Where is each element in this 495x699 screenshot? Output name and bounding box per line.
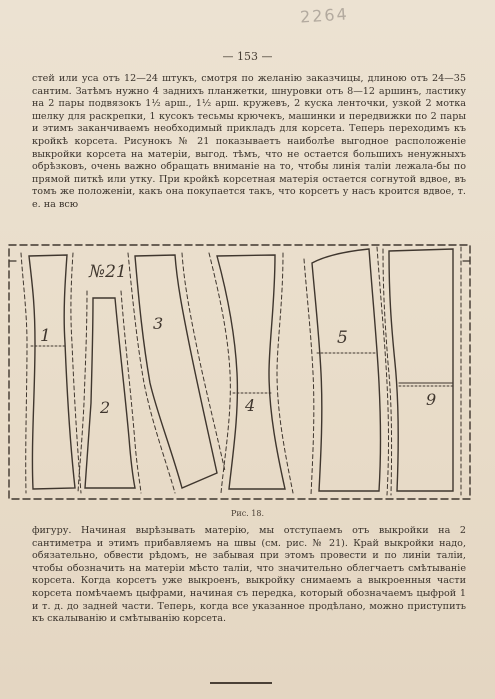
pattern-piece-1 <box>29 255 75 489</box>
pattern-piece-4 <box>217 255 285 489</box>
piece-label-1: 1 <box>40 326 51 346</box>
figure-label: №21 <box>89 262 127 282</box>
figure-caption: Рис. 18. <box>230 509 264 518</box>
paragraph-top: стей или уса отъ 12—24 штукъ, смотря по желанію заказчицы, длиною отъ 24—35 сантим. Затѣмъ нужно 4 заднихъ планжетки, шнуровки отъ 8—12 аршинъ, ластику на 2 пары подвязокъ 1½ арш., 1½ арш. кружевъ, 2 куска ленточки, узкой 2 мотка шелку для раскрепки, 1 кусокъ тесьмы крючекъ, машинки и передвижки по 2 пары и этимъ заканчиваемъ необходимый прикладъ для корсета. Теперь переходимъ къ кройкѣ корсета. Рисунокъ № 21 показываетъ наиболѣе выгодное расположеніе выкройки корсета на матеріи, выгод. тѣмъ, что не остается большихъ ненужныхъ обрѣзковъ, очень важно обращать вниманіе на то, чтобы линія таліи лежала-бы по прямой питкѣ или утку. При кройкѣ корсетная матерія остается согнутой вдвое, въ томъ же положеніи, какъ она покупается такъ, что корсетъ у насъ кроится вдвое, т. е. на всю <box>32 73 466 210</box>
figure-frame <box>9 245 470 499</box>
piece-label-9: 9 <box>426 390 437 409</box>
pattern-piece-2 <box>85 298 135 488</box>
piece-label-4: 4 <box>245 396 256 415</box>
pattern-piece-5 <box>312 249 381 491</box>
corset-pattern-figure <box>7 243 472 501</box>
piece-label-3: 3 <box>153 314 164 333</box>
piece-label-2: 2 <box>100 398 111 417</box>
piece-label-5: 5 <box>337 328 348 348</box>
bottom-rule <box>210 682 272 684</box>
paragraph-bottom: фигуру. Начиная вырѣзывать матерію, мы отступаемъ отъ выкройки на 2 сантиметра и этимъ прибавляемъ на швы (см. рис. № 21). Край выкройки надо, обязательно, обвести рѣдомъ, не забывая при этомъ провести и по линіи таліи, чтобы обозначить на матеріи мѣсто таліи, что значительно облегчаетъ смѣтываніе корсета. Когда корсетъ уже выкроенъ, выкройку снимаемъ а выкроенныя части корсета помѣчаемъ цыфрами, начиная съ передка, который обозначаемъ цыфрой 1 и т. д. до задней части. Теперь, когда все указанное продѣлано, можно приступить къ скалыванію и смѣтыванію корсета. <box>32 525 466 625</box>
page-number: — 153 — <box>222 50 273 63</box>
pattern-piece-3 <box>135 255 217 488</box>
pencil-mark: 2264 <box>299 4 350 27</box>
pattern-piece-9 <box>389 249 453 491</box>
